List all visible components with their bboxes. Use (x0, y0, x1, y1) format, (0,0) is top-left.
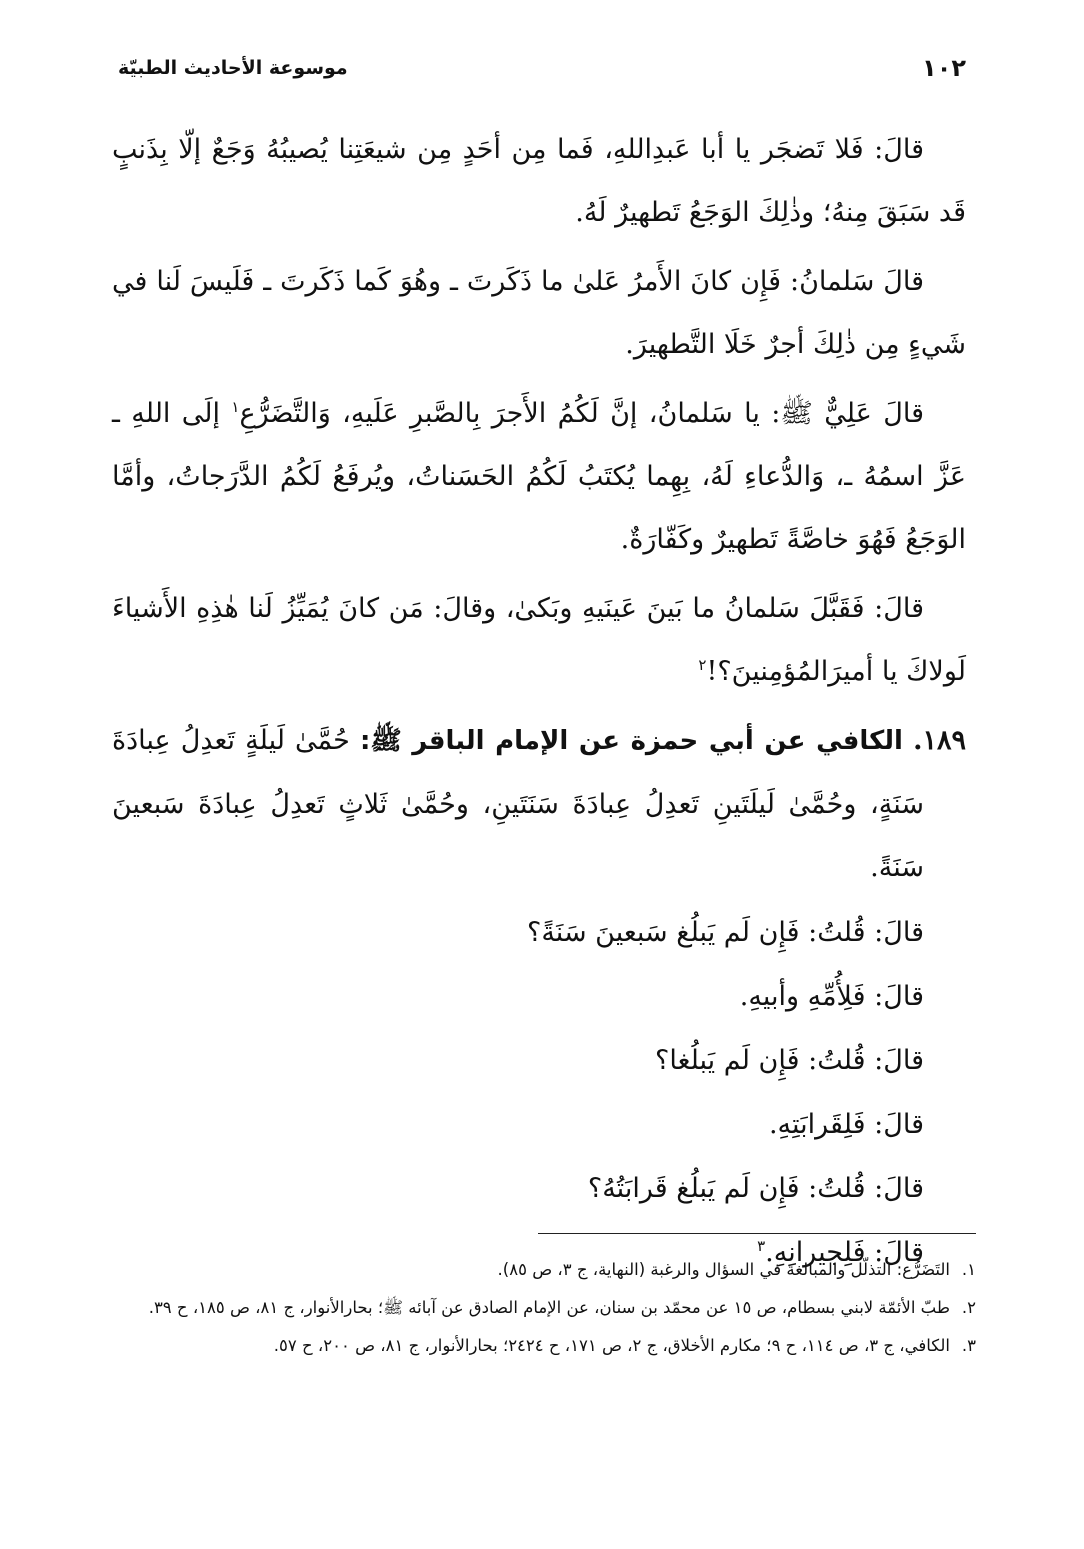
footnote-2 (108, 1289, 976, 1327)
page-number: ١٠٢ (922, 54, 966, 82)
paragraph-1: قالَ: فَلا تَضجَر يا أبا عَبدِاللهِ، فَما مِن أحَدٍ مِن شيعَتِنا يُصيبُهُ وَجَعٌ إلّا بِذَنبٍ قَد سَبَقَ مِنهُ؛ وذٰلِكَ الوَجَعُ تَطهيرٌ لَهُ. (112, 134, 966, 228)
paragraph-4 (112, 577, 966, 703)
hadith-189 (112, 709, 966, 899)
hadith-number: ١٨٩. (913, 725, 966, 756)
paragraph-3-part-b: إلَى اللهِ ـ عَزَّ اسمُهُ ـ، وَالدُّعاءِ لَهُ، بِهِما يُكتَبُ لَكُمُ الحَسَناتُ، ويُرفَعُ لَكُمُ الدَّرَجاتُ، وأمَّا الوَجَعُ فَهُوَ خاصَّةً تَطهيرٌ وكَفّارَةٌ. (112, 398, 966, 555)
footnote-ref-1[interactable]: ١ (231, 398, 240, 416)
footnote-1 (108, 1251, 976, 1289)
dialogue-line-1: قالَ: قُلتُ: فَإِن لَم يَبلُغ سَبعينَ سَنَةً؟ (527, 917, 924, 948)
hadith-source: الكافي عن أبي حمزة عن الإمام الباقر ﷺ: (359, 726, 903, 756)
dialogue-list (112, 901, 966, 1285)
main-text (112, 118, 966, 1285)
dialogue-line-6-text: قالَ: فَلِجيرانِهِ. (765, 1237, 924, 1268)
footnote-ref-2[interactable]: ٢ (698, 656, 707, 674)
footnote-number: ٣. (961, 1336, 976, 1355)
running-header (118, 48, 966, 88)
paragraph-4-text: قالَ: فَقَبَّلَ سَلمانُ ما بَينَ عَينَيهِ وبَكىٰ، وقالَ: مَن كانَ يُمَيِّزُ لَنا هٰذِهِ الأَشياءَ لَولاكَ يا أميرَالمُؤمِنينَ؟! (112, 593, 966, 687)
dialogue-line-5: قالَ: قُلتُ: فَإِن لَم يَبلُغ قَرابَتُهُ؟ (587, 1173, 924, 1204)
footnote-number: ١. (961, 1260, 976, 1279)
dialogue-line-4: قالَ: فَلِقَرابَتِهِ. (768, 1109, 924, 1140)
footnotes (108, 1251, 976, 1365)
hadith-text: حُمَّىٰ لَيلَةٍ تَعدِلُ عِبادَةَ سَنَةٍ، وحُمَّىٰ لَيلَتَينِ تَعدِلُ عِبادَةَ سَنَتَينِ، وحُمَّىٰ ثَلاثٍ تَعدِلُ عِبادَةَ سَبعينَ سَنَةً. (112, 725, 924, 883)
paragraph-3-part-a: قالَ عَلِيٌّ ﷺ: يا سَلمانُ، إنَّ لَكُمُ الأَجرَ بِالصَّبرِ عَلَيهِ، وَالتَّضَرُّعِ (239, 398, 924, 429)
paragraph-2: قالَ سَلمانُ: فَإِن كانَ الأَمرُ عَلىٰ ما ذَكَرتَ ـ وهُوَ كَما ذَكَرتَ ـ فَلَيسَ لَنا في شَيءٍ مِن ذٰلِكَ أجرٌ خَلَا التَّطهيرَ. (112, 266, 966, 360)
footnote-text: التَضَرُّع: التذلّل والمبالغة في السؤال والرغبة (النهاية، ج ٣، ص ٨٥). (497, 1260, 950, 1279)
footnote-3 (108, 1327, 976, 1365)
dialogue-line-3: قالَ: قُلتُ: فَإِن لَم يَبلُغا؟ (655, 1045, 924, 1076)
footnote-ref-3[interactable]: ٣ (757, 1237, 766, 1255)
paragraph-3 (112, 382, 966, 571)
footnote-divider (538, 1233, 976, 1234)
footnote-text: الكافي، ج ٣، ص ١١٤، ح ٩؛ مكارم الأخلاق، ج ٢، ص ١٧١، ح ٢٤٢٤؛ بحارالأنوار، ج ٨١، ص ٢٠٠، ح ٥٧. (273, 1336, 950, 1355)
footnote-number: ٢. (961, 1298, 976, 1317)
book-title: موسوعة الأحاديث الطبيّة (118, 57, 348, 79)
dialogue-line-2: قالَ: فَلِأُمِّهِ وأبيهِ. (739, 981, 924, 1012)
footnote-text: طبّ الأئمّة لابني بسطام، ص ١٥ عن محمّد بن سنان، عن الإمام الصادق عن آبائه ﷺ؛ بحارالأنوار، ج ٨١، ص ١٨٥، ح ٣٩. (148, 1298, 950, 1317)
